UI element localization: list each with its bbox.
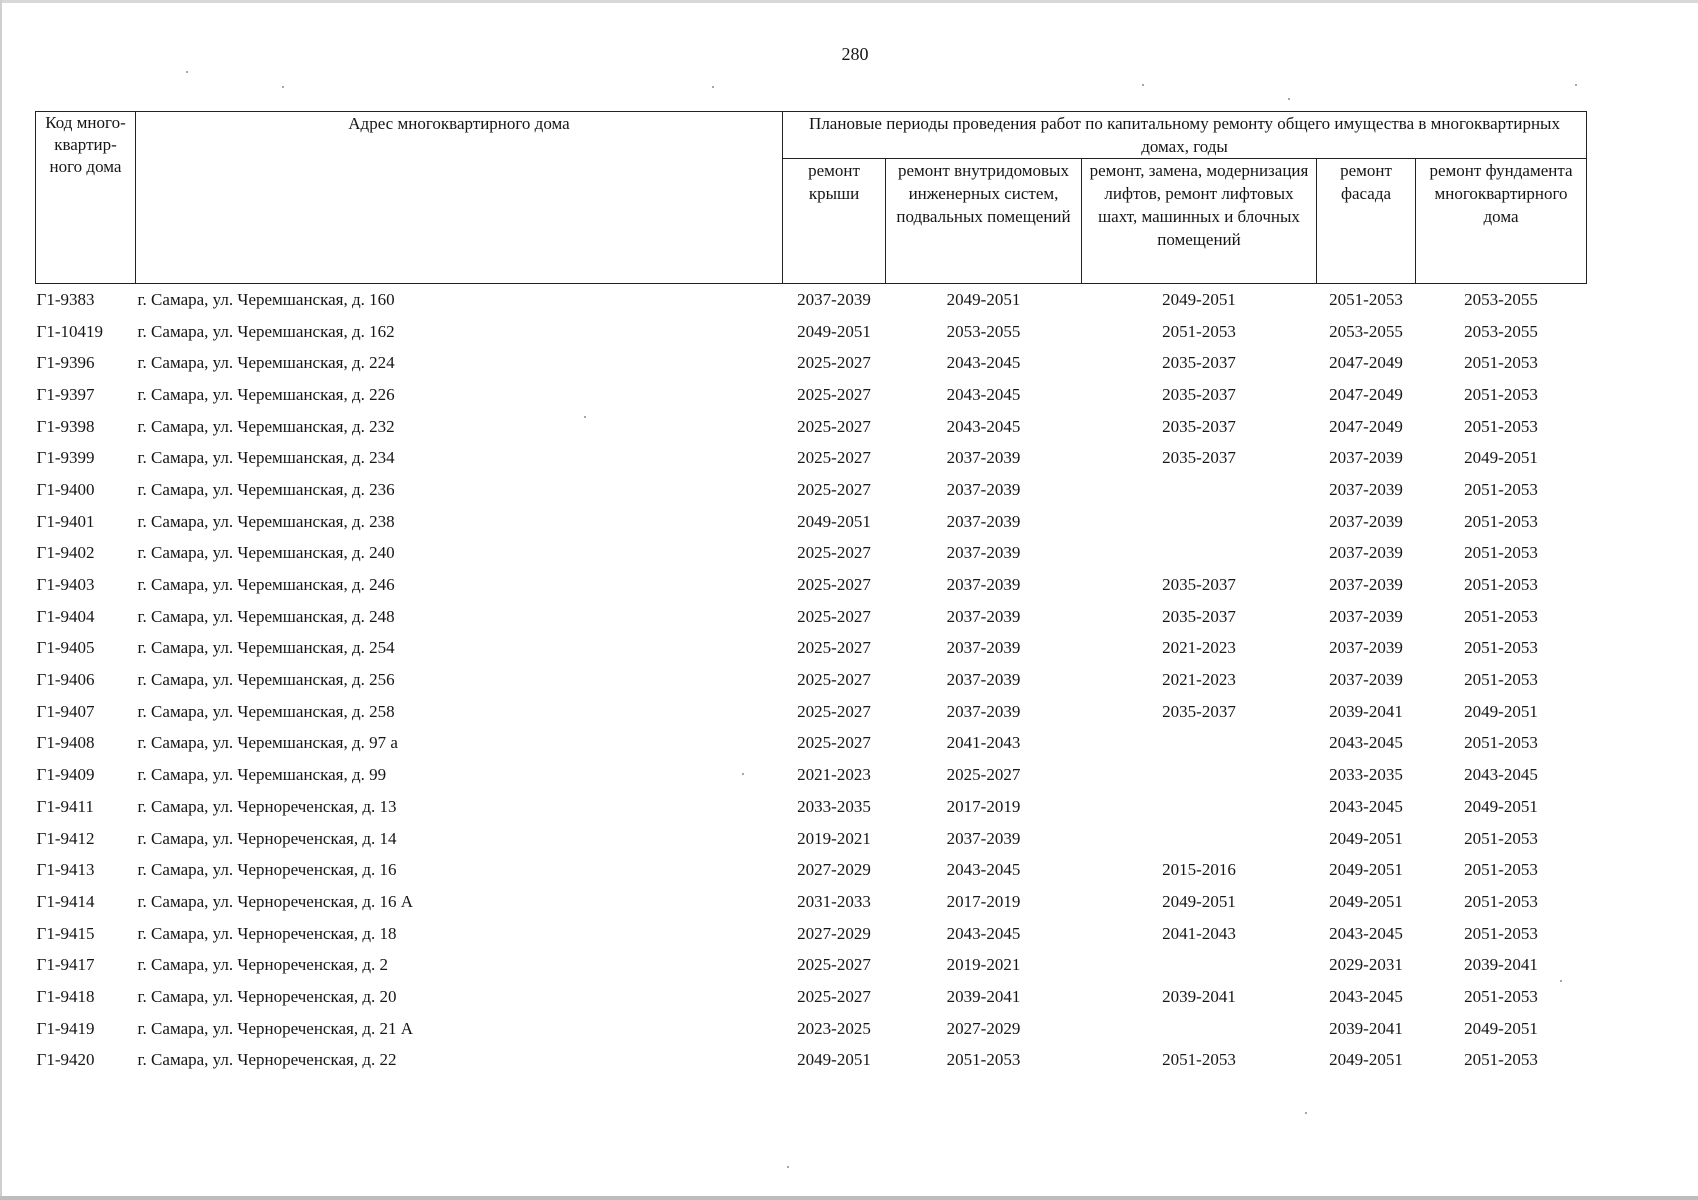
cell-roof: 2025-2027 xyxy=(797,733,871,753)
cell-roof: 2019-2021 xyxy=(797,828,871,848)
cell-roof: 2025-2027 xyxy=(797,416,871,436)
table-row xyxy=(36,601,1587,633)
table-row xyxy=(36,379,1587,411)
cell-lifts xyxy=(1082,1013,1317,1045)
cell-engineering: 2037-2039 xyxy=(946,701,1021,721)
cell-roof: 2033-2035 xyxy=(797,796,871,816)
cell-address: г. Самара, ул. Черемшанская, д. 236 xyxy=(137,479,395,499)
cell-foundation: 2051-2053 xyxy=(1464,638,1538,658)
table-row xyxy=(36,474,1587,506)
cell-facade: 2033-2035 xyxy=(1329,765,1403,785)
cell-engineering: 2037-2039 xyxy=(946,575,1021,595)
table-row xyxy=(36,506,1587,538)
scan-speck xyxy=(1575,84,1577,86)
cell-lifts: 2035-2037 xyxy=(1162,606,1236,626)
cell-engineering: 2043-2045 xyxy=(946,353,1021,373)
table-row xyxy=(36,728,1587,760)
cell-lifts xyxy=(1082,759,1317,791)
cell-roof: 2025-2027 xyxy=(797,670,871,690)
cell-lifts xyxy=(1082,474,1317,506)
cell-lifts: 2049-2051 xyxy=(1162,289,1236,309)
cell-engineering: 2037-2039 xyxy=(946,511,1021,531)
header-address: Адрес многоквартирного дома xyxy=(136,112,783,284)
cell-lifts xyxy=(1082,823,1317,855)
cell-code: Г1-9406 xyxy=(36,670,95,690)
cell-engineering: 2043-2045 xyxy=(946,923,1021,943)
cell-address: г. Самара, ул. Черемшанская, д. 246 xyxy=(137,575,395,595)
cell-foundation: 2051-2053 xyxy=(1464,416,1538,436)
header-facade: ремонт фасада xyxy=(1317,159,1416,284)
cell-foundation: 2049-2051 xyxy=(1464,448,1538,468)
cell-address: г. Самара, ул. Черемшанская, д. 224 xyxy=(137,353,395,373)
cell-lifts: 2021-2023 xyxy=(1162,670,1236,690)
cell-code: Г1-9412 xyxy=(36,828,95,848)
cell-foundation: 2051-2053 xyxy=(1464,986,1538,1006)
table-row xyxy=(36,981,1587,1013)
cell-code: Г1-9398 xyxy=(36,416,95,436)
cell-lifts: 2021-2023 xyxy=(1162,638,1236,658)
cell-facade: 2037-2039 xyxy=(1329,638,1403,658)
cell-address: г. Самара, ул. Чернореченская, д. 16 xyxy=(137,860,397,880)
cell-roof: 2025-2027 xyxy=(797,986,871,1006)
cell-lifts: 2035-2037 xyxy=(1162,575,1236,595)
table-row xyxy=(36,442,1587,474)
cell-address: г. Самара, ул. Чернореченская, д. 18 xyxy=(137,923,397,943)
cell-code: Г1-9401 xyxy=(36,511,95,531)
table-row xyxy=(36,347,1587,379)
cell-engineering: 2043-2045 xyxy=(946,860,1021,880)
cell-engineering: 2043-2045 xyxy=(946,384,1021,404)
scan-speck xyxy=(742,773,744,775)
cell-roof: 2025-2027 xyxy=(797,353,871,373)
header-engineering: ремонт внутридомовых инженерных систем, подвальных помещений xyxy=(886,159,1082,284)
cell-lifts xyxy=(1082,791,1317,823)
table-row xyxy=(36,538,1587,570)
cell-engineering: 2037-2039 xyxy=(946,448,1021,468)
cell-lifts: 2035-2037 xyxy=(1162,416,1236,436)
cell-facade: 2043-2045 xyxy=(1329,923,1403,943)
cell-lifts: 2049-2051 xyxy=(1162,891,1236,911)
cell-engineering: 2037-2039 xyxy=(946,670,1021,690)
cell-roof: 2027-2029 xyxy=(797,923,871,943)
table-row xyxy=(36,918,1587,950)
scan-speck xyxy=(1560,980,1562,982)
cell-address: г. Самара, ул. Черемшанская, д. 258 xyxy=(137,701,395,721)
cell-facade: 2049-2051 xyxy=(1329,891,1403,911)
cell-engineering: 2037-2039 xyxy=(946,828,1021,848)
table-row xyxy=(36,1013,1587,1045)
cell-roof: 2049-2051 xyxy=(797,321,871,341)
cell-code: Г1-9383 xyxy=(36,289,95,309)
scan-speck xyxy=(1142,84,1144,86)
cell-foundation: 2051-2053 xyxy=(1464,860,1538,880)
cell-lifts: 2035-2037 xyxy=(1162,353,1236,373)
cell-address: г. Самара, ул. Чернореченская, д. 14 xyxy=(137,828,397,848)
cell-foundation: 2039-2041 xyxy=(1464,955,1538,975)
cell-lifts: 2051-2053 xyxy=(1162,1050,1236,1070)
cell-facade: 2037-2039 xyxy=(1329,543,1403,563)
cell-foundation: 2051-2053 xyxy=(1464,670,1538,690)
cell-engineering: 2051-2053 xyxy=(946,1050,1021,1070)
cell-facade: 2039-2041 xyxy=(1329,701,1403,721)
cell-roof: 2031-2033 xyxy=(797,891,871,911)
header-roof: ремонт крыши xyxy=(783,159,886,284)
cell-foundation: 2053-2055 xyxy=(1464,289,1538,309)
cell-lifts xyxy=(1082,538,1317,570)
cell-facade: 2039-2041 xyxy=(1329,1018,1403,1038)
cell-code: Г1-9411 xyxy=(36,796,94,816)
cell-code: Г1-9397 xyxy=(36,384,95,404)
cell-facade: 2051-2053 xyxy=(1329,289,1403,309)
cell-code: Г1-9409 xyxy=(36,765,95,785)
cell-foundation: 2051-2053 xyxy=(1464,384,1538,404)
cell-roof: 2023-2025 xyxy=(797,1018,871,1038)
table-row xyxy=(36,1045,1587,1077)
cell-address: г. Самара, ул. Чернореченская, д. 20 xyxy=(137,986,397,1006)
cell-lifts: 2015-2016 xyxy=(1162,860,1236,880)
cell-roof: 2049-2051 xyxy=(797,511,871,531)
cell-lifts xyxy=(1082,506,1317,538)
cell-foundation: 2051-2053 xyxy=(1464,828,1538,848)
cell-code: Г1-9419 xyxy=(36,1018,95,1038)
table-header xyxy=(36,112,1587,284)
cell-code: Г1-9407 xyxy=(36,701,95,721)
table-row xyxy=(36,664,1587,696)
cell-lifts: 2035-2037 xyxy=(1162,448,1236,468)
cell-facade: 2047-2049 xyxy=(1329,416,1403,436)
scan-speck xyxy=(1305,1112,1307,1114)
cell-code: Г1-9396 xyxy=(36,353,95,373)
cell-engineering: 2037-2039 xyxy=(946,606,1021,626)
cell-facade: 2037-2039 xyxy=(1329,511,1403,531)
cell-roof: 2025-2027 xyxy=(797,479,871,499)
cell-engineering: 2017-2019 xyxy=(946,796,1021,816)
table-row xyxy=(36,633,1587,665)
cell-foundation: 2051-2053 xyxy=(1464,575,1538,595)
cell-roof: 2025-2027 xyxy=(797,606,871,626)
cell-lifts: 2051-2053 xyxy=(1162,321,1236,341)
header-code: Код много-квартир-ного дома xyxy=(36,112,136,284)
cell-engineering: 2025-2027 xyxy=(946,765,1021,785)
cell-foundation: 2051-2053 xyxy=(1464,543,1538,563)
cell-engineering: 2043-2045 xyxy=(946,416,1021,436)
cell-facade: 2049-2051 xyxy=(1329,1050,1403,1070)
cell-address: г. Самара, ул. Чернореченская, д. 2 xyxy=(137,955,388,975)
cell-address: г. Самара, ул. Черемшанская, д. 256 xyxy=(137,670,395,690)
cell-facade: 2043-2045 xyxy=(1329,796,1403,816)
cell-facade: 2053-2055 xyxy=(1329,321,1403,341)
cell-engineering: 2017-2019 xyxy=(946,891,1021,911)
cell-code: Г1-9417 xyxy=(36,955,95,975)
cell-code: Г1-9415 xyxy=(36,923,95,943)
cell-facade: 2047-2049 xyxy=(1329,384,1403,404)
scan-edge-bottom xyxy=(0,1196,1698,1200)
header-periods-group: Плановые периоды проведения работ по капитальному ремонту общего имущества в многоквартирных домах, годы xyxy=(783,112,1587,159)
cell-foundation: 2051-2053 xyxy=(1464,606,1538,626)
cell-foundation: 2049-2051 xyxy=(1464,701,1538,721)
cell-roof: 2049-2051 xyxy=(797,1050,871,1070)
cell-code: Г1-9402 xyxy=(36,543,95,563)
cell-engineering: 2037-2039 xyxy=(946,479,1021,499)
cell-foundation: 2051-2053 xyxy=(1464,479,1538,499)
cell-address: г. Самара, ул. Черемшанская, д. 162 xyxy=(137,321,395,341)
scan-speck xyxy=(1288,98,1290,100)
table-body xyxy=(36,284,1587,1077)
cell-address: г. Самара, ул. Чернореченская, д. 22 xyxy=(137,1050,397,1070)
cell-address: г. Самара, ул. Черемшанская, д. 226 xyxy=(137,384,395,404)
cell-address: г. Самара, ул. Черемшанская, д. 97 а xyxy=(137,733,398,753)
cell-code: Г1-9413 xyxy=(36,860,95,880)
table-row xyxy=(36,569,1587,601)
cell-foundation: 2049-2051 xyxy=(1464,1018,1538,1038)
capital-repair-table xyxy=(35,111,1587,1076)
cell-roof: 2027-2029 xyxy=(797,860,871,880)
cell-address: г. Самара, ул. Черемшанская, д. 99 xyxy=(137,765,387,785)
cell-foundation: 2051-2053 xyxy=(1464,353,1538,373)
cell-facade: 2047-2049 xyxy=(1329,353,1403,373)
cell-facade: 2037-2039 xyxy=(1329,606,1403,626)
header-foundation: ремонт фундамента многоквартирного дома xyxy=(1416,159,1587,284)
scan-speck xyxy=(282,86,284,88)
cell-lifts: 2041-2043 xyxy=(1162,923,1236,943)
table-row xyxy=(36,284,1587,316)
cell-engineering: 2037-2039 xyxy=(946,638,1021,658)
cell-engineering: 2053-2055 xyxy=(946,321,1021,341)
cell-facade: 2049-2051 xyxy=(1329,860,1403,880)
cell-code: Г1-10419 xyxy=(36,321,103,341)
table-row xyxy=(36,949,1587,981)
cell-engineering: 2037-2039 xyxy=(946,543,1021,563)
cell-address: г. Самара, ул. Черемшанская, д. 234 xyxy=(137,448,395,468)
cell-address: г. Самара, ул. Черемшанская, д. 240 xyxy=(137,543,395,563)
cell-facade: 2043-2045 xyxy=(1329,986,1403,1006)
table-row xyxy=(36,696,1587,728)
cell-lifts: 2035-2037 xyxy=(1162,384,1236,404)
header-lifts: ремонт, замена, модернизация лифтов, ремонт лифтовых шахт, машинных и блочных помещений xyxy=(1082,159,1317,284)
cell-code: Г1-9408 xyxy=(36,733,95,753)
cell-facade: 2037-2039 xyxy=(1329,670,1403,690)
cell-foundation: 2051-2053 xyxy=(1464,923,1538,943)
cell-address: г. Самара, ул. Чернореченская, д. 21 А xyxy=(137,1018,414,1038)
cell-code: Г1-9400 xyxy=(36,479,95,499)
cell-facade: 2029-2031 xyxy=(1329,955,1403,975)
cell-roof: 2037-2039 xyxy=(797,289,871,309)
cell-code: Г1-9404 xyxy=(36,606,95,626)
cell-facade: 2037-2039 xyxy=(1329,575,1403,595)
cell-foundation: 2049-2051 xyxy=(1464,796,1538,816)
cell-code: Г1-9414 xyxy=(36,891,95,911)
table-row xyxy=(36,823,1587,855)
cell-address: г. Самара, ул. Чернореченская, д. 13 xyxy=(137,796,397,816)
cell-foundation: 2043-2045 xyxy=(1464,765,1538,785)
cell-code: Г1-9405 xyxy=(36,638,95,658)
cell-foundation: 2053-2055 xyxy=(1464,321,1538,341)
scan-edge-left xyxy=(0,0,2,1200)
table-row xyxy=(36,854,1587,886)
cell-address: г. Самара, ул. Черемшанская, д. 160 xyxy=(137,289,395,309)
cell-engineering: 2041-2043 xyxy=(946,733,1021,753)
cell-roof: 2025-2027 xyxy=(797,575,871,595)
cell-engineering: 2019-2021 xyxy=(946,955,1021,975)
cell-facade: 2037-2039 xyxy=(1329,448,1403,468)
cell-lifts xyxy=(1082,949,1317,981)
cell-foundation: 2051-2053 xyxy=(1464,891,1538,911)
scan-speck xyxy=(584,416,586,418)
cell-address: г. Самара, ул. Чернореченская, д. 16 А xyxy=(137,891,414,911)
cell-lifts: 2039-2041 xyxy=(1162,986,1236,1006)
table-row xyxy=(36,886,1587,918)
cell-lifts: 2035-2037 xyxy=(1162,701,1236,721)
cell-address: г. Самара, ул. Черемшанская, д. 232 xyxy=(137,416,395,436)
cell-roof: 2025-2027 xyxy=(797,701,871,721)
cell-facade: 2037-2039 xyxy=(1329,479,1403,499)
scan-speck xyxy=(186,71,188,73)
cell-foundation: 2051-2053 xyxy=(1464,733,1538,753)
cell-roof: 2025-2027 xyxy=(797,638,871,658)
cell-code: Г1-9399 xyxy=(36,448,95,468)
cell-facade: 2049-2051 xyxy=(1329,828,1403,848)
cell-facade: 2043-2045 xyxy=(1329,733,1403,753)
cell-code: Г1-9418 xyxy=(36,986,95,1006)
cell-roof: 2025-2027 xyxy=(797,543,871,563)
table-row xyxy=(36,316,1587,348)
cell-engineering: 2049-2051 xyxy=(946,289,1021,309)
cell-roof: 2025-2027 xyxy=(797,955,871,975)
scan-speck xyxy=(712,86,714,88)
scan-edge-top xyxy=(0,0,1698,3)
cell-address: г. Самара, ул. Черемшанская, д. 254 xyxy=(137,638,395,658)
cell-engineering: 2027-2029 xyxy=(946,1018,1021,1038)
table-row xyxy=(36,791,1587,823)
table-row xyxy=(36,759,1587,791)
cell-code: Г1-9403 xyxy=(36,575,95,595)
cell-roof: 2021-2023 xyxy=(797,765,871,785)
cell-code: Г1-9420 xyxy=(36,1050,95,1070)
cell-address: г. Самара, ул. Черемшанская, д. 238 xyxy=(137,511,395,531)
table-row xyxy=(36,411,1587,443)
cell-foundation: 2051-2053 xyxy=(1464,511,1538,531)
cell-foundation: 2051-2053 xyxy=(1464,1050,1538,1070)
cell-engineering: 2039-2041 xyxy=(946,986,1021,1006)
cell-lifts xyxy=(1082,728,1317,760)
cell-roof: 2025-2027 xyxy=(797,448,871,468)
scan-speck xyxy=(787,1166,789,1168)
cell-address: г. Самара, ул. Черемшанская, д. 248 xyxy=(137,606,395,626)
page-number: 280 xyxy=(841,44,869,64)
cell-roof: 2025-2027 xyxy=(797,384,871,404)
